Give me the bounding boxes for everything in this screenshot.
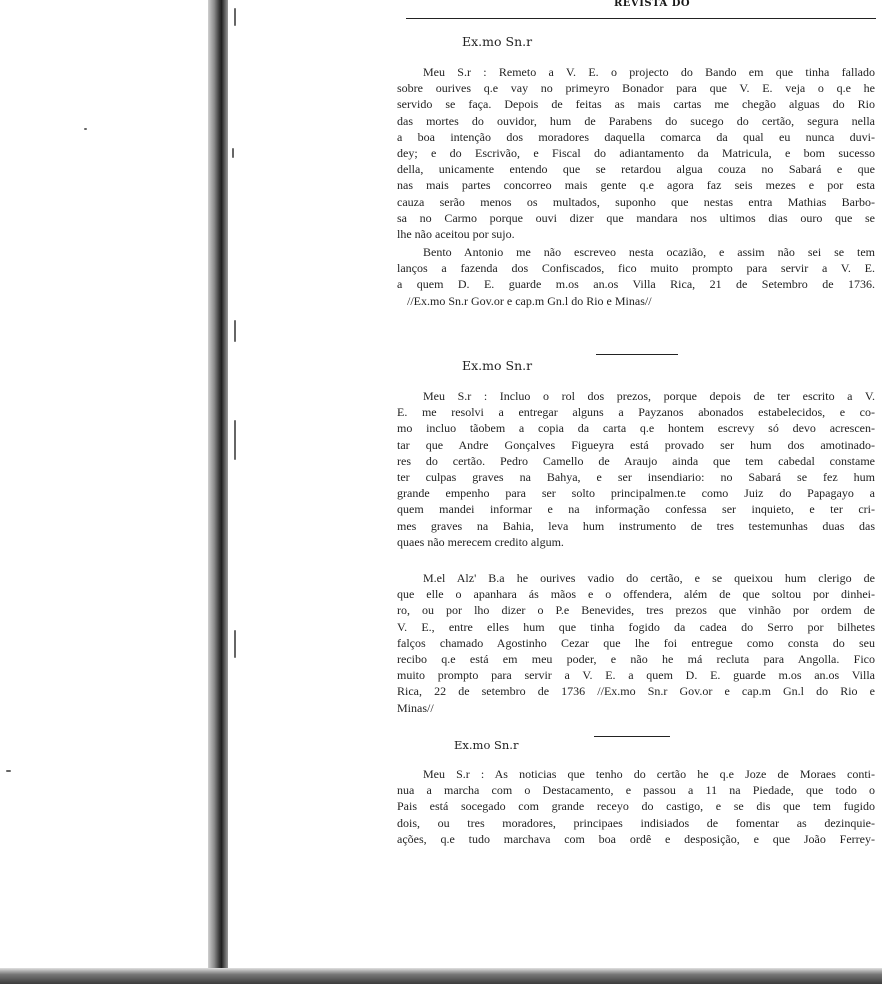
- text-line: que elle o apanhara ás mãos e o offendera, além de que soltou por dinhei-: [397, 587, 875, 602]
- scan-speck: [232, 148, 234, 158]
- text-line: quem mandei informar e na informação confessa ser inquieto, e ter cri-: [397, 502, 875, 517]
- left-margin: [0, 0, 230, 984]
- text-line: Rica, 22 de setembro de 1736 //Ex.mo Sn.r Gov.or e cap.m Gn.l do Rio e: [397, 684, 875, 699]
- text-line: cauza serão menos os multados, suponho que nestas entra Mathias Barbo-: [397, 194, 875, 209]
- text-line: M.el Alz' B.a he ourives vadio do certão, e se queixou hum clerigo de: [423, 571, 875, 585]
- text-line: Meu S.r : Incluo o rol dos prezos, porque depois de ter escrito a V.: [423, 389, 875, 403]
- book-gutter-shadow: [208, 0, 222, 984]
- scan-speck: [84, 128, 87, 130]
- text-line: E. me resolvi a entregar alguns a Payzanos abonados estabelecidos, e co-: [397, 405, 875, 420]
- text-line: nas mais partes concorreo mais gente q.e agora faz seis mezes e por esta: [397, 178, 875, 193]
- letter-2-paragraph-1: [397, 388, 875, 550]
- letter-3-salutation: Ex.mo Sn.r: [454, 738, 519, 752]
- text-line: lhe não aceitou por sujo.: [397, 227, 515, 242]
- text-line: servido se faça. Depois de feitas as mais cartas me chegão alguas do Rio: [397, 97, 875, 112]
- text-line: Pais está socegado com grande receyo do castigo, e se dis que tem fugido: [397, 799, 875, 814]
- text-line: grande empenho para ser solto principalmen.te como Juiz do Papagayo a: [397, 486, 875, 501]
- section-divider: [594, 736, 670, 737]
- scan-speck: [234, 630, 236, 658]
- letter-1-paragraph-2: [397, 244, 875, 309]
- text-line: ações, q.e tudo marchava com boa ordê e desposição, e que João Ferrey-: [397, 831, 875, 846]
- text-line: nua a marcha com o Destacamento, e passou a 11 na Piedade, que todo o: [397, 783, 875, 798]
- scan-speck: [234, 320, 236, 342]
- text-line: muito prompto para servir a V. E. a quem D. E. guarde m.os an.os Villa: [397, 668, 875, 683]
- text-line: mo incluo tãobem a copia da carta q.e hontem escrevy só devo acrescen-: [397, 421, 875, 436]
- running-header: [406, 0, 876, 19]
- text-line: Minas//: [397, 700, 434, 715]
- text-line: della, unicamente entendo que se retardou algua couza no Sabará e que: [397, 162, 875, 177]
- text-line: Bento Antonio me não escreveo nesta ocazião, e assim não sei se tem: [423, 245, 875, 259]
- book-gutter-edge: [222, 0, 228, 984]
- text-line: ro, ou por lho dizer o P.e Benevides, tres prezos que vinhão por ordem de: [397, 603, 875, 618]
- text-line: falços chamado Agostinho Cezar que lhe foi entregue como consta do seu: [397, 635, 875, 650]
- text-line: //Ex.mo Sn.r Gov.or e cap.m Gn.l do Rio e Minas//: [407, 293, 652, 308]
- scan-bottom-edge: [0, 968, 882, 984]
- text-line: tar que Andre Gonçalves Figueyra está provado ser hum dos amotinado-: [397, 437, 875, 452]
- text-line: a boa intenção dos moradores daquella comarca da qual eu nunca duvi-: [397, 129, 875, 144]
- text-line: sa no Carmo porque ouvi dizer que mandara nos ultimos dias ouro que se: [397, 210, 875, 225]
- text-line: res do certão. Pedro Camello de Araujo ainda que tem cabedal constame: [397, 453, 875, 468]
- letter-3-paragraph-1: [397, 766, 875, 847]
- section-divider: [596, 354, 678, 355]
- text-line: a quem D. E. guarde m.os an.os Villa Rica, 21 de Setembro de 1736.: [397, 277, 875, 292]
- text-line: Meu S.r : As noticias que tenho do certão he q.e Joze de Moraes conti-: [423, 767, 875, 781]
- text-line: V. E., entre elles hum que tinha fogido da cadea do Serro por bilhetes: [397, 619, 875, 634]
- text-line: mes graves na Bahia, leva hum instrumento de tres testemunhas duas das: [397, 518, 875, 533]
- text-line: dey; e do Escrivão, e Fiscal do adiantamento da Matricula, e bom sucesso: [397, 146, 875, 161]
- letter-1-salutation: Ex.mo Sn.r: [462, 34, 533, 49]
- letter-1-paragraph-1: [397, 64, 875, 242]
- letter-2-paragraph-2: [397, 570, 875, 716]
- text-line: das mortes do ouvidor, hum de Parabens do sucego do certão, segura nella: [397, 113, 875, 128]
- text-line: Meu S.r : Remeto a V. E. o projecto do Bando em que tinha fallado: [423, 65, 875, 79]
- text-line: lanços a fazenda dos Confiscados, fico muito prompto para servir a V. E.: [397, 261, 875, 276]
- scan-speck: [234, 8, 236, 26]
- text-line: recibo q.e está em meu poder, e não he má recluta para Angolla. Fico: [397, 652, 875, 667]
- text-line: dois, ou tres moradores, principaes indisiados de fomentar as dezinquie-: [397, 815, 875, 830]
- journal-title: REVISTA DO: [614, 0, 691, 9]
- scan-speck: [6, 770, 11, 772]
- text-line: ter culpas graves na Bahya, e ser insendiario: no Sabará se fez hum: [397, 470, 875, 485]
- scan-speck: [234, 420, 236, 460]
- text-line: quaes não merecem credito algum.: [397, 534, 564, 549]
- text-line: sobre ourives q.e vay no primeyro Bonador para que V. E. veja o q.e he: [397, 81, 875, 96]
- letter-2-salutation: Ex.mo Sn.r: [462, 358, 533, 373]
